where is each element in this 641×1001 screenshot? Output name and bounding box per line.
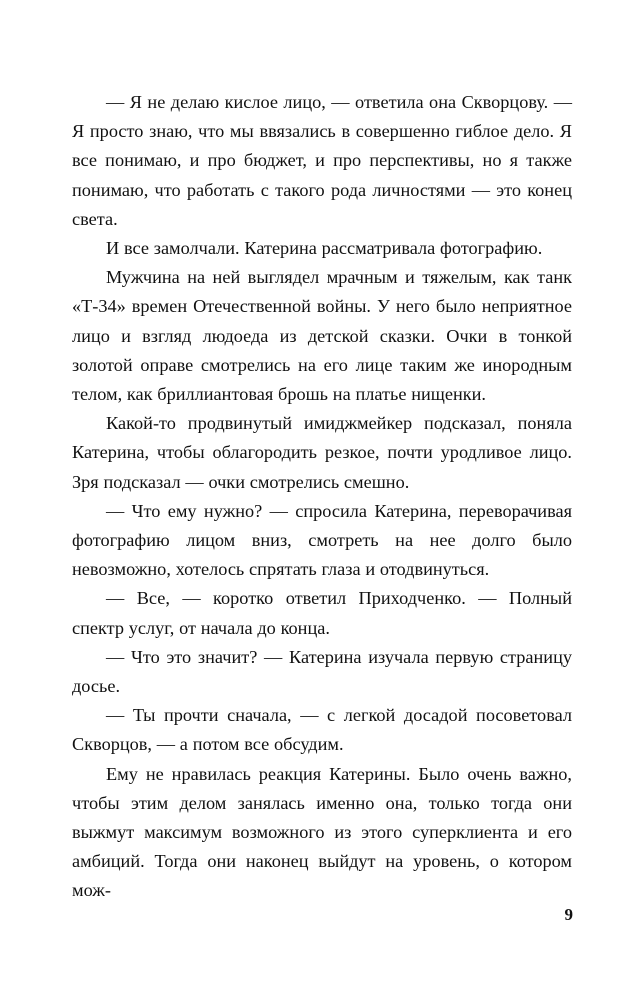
paragraph: — Что ему нужно? — спросила Катерина, переворачивая фотографию лицом вниз, смотреть на нее долго было невозможно, хотелось спрятать глаза и отодвинуться. [72,500,572,580]
paragraph: — Что это значит? — Катерина изучала первую страницу досье. [72,646,572,697]
page-number: 9 [564,905,573,924]
paragraph: — Все, — коротко ответил Приходченко. — Полный спектр услуг, от начала до конца. [72,588,572,638]
paragraph: И все замолчали. Катерина рассматривала фотографию. [106,238,543,259]
page-text-block [72,88,572,906]
paragraph: Какой-то продвинутый имиджмейкер подсказал, поняла Катерина, чтобы облагородить резкое, почти уродливое лицо. Зря подсказал — очки смотрелись смешно. [72,413,572,492]
paragraph: — Ты прочти сначала, — с легкой досадой посоветовал Скворцов, — а потом все обсудим. [72,705,572,755]
paragraph: — Я не делаю кислое лицо, — ответила она Скворцову. — Я просто знаю, что мы ввязались в совершенно гиблое дело. Я все понимаю, и про бюджет, и про перспективы, но я также понимаю, что работать с такого рода личностями — это конец света. [72,92,572,229]
paragraph: Ему не нравилась реакция Катерины. Было очень важно, чтобы этим делом занялась именно она, только тогда они выжмут максимум возможного из этого суперклиента и его амбиций. Тогда они наконец выйдут на уровень, о котором мож- [72,763,572,901]
paragraph: Мужчина на ней выглядел мрачным и тяжелым, как танк «Т-34» времен Отечественной войны. У него было неприятное лицо и взгляд людоеда из детской сказки. Очки в тонкой золотой оправе смотрелись на его лице таким же инородным телом, как бриллиантовая брошь на платье нищенки. [72,267,572,405]
